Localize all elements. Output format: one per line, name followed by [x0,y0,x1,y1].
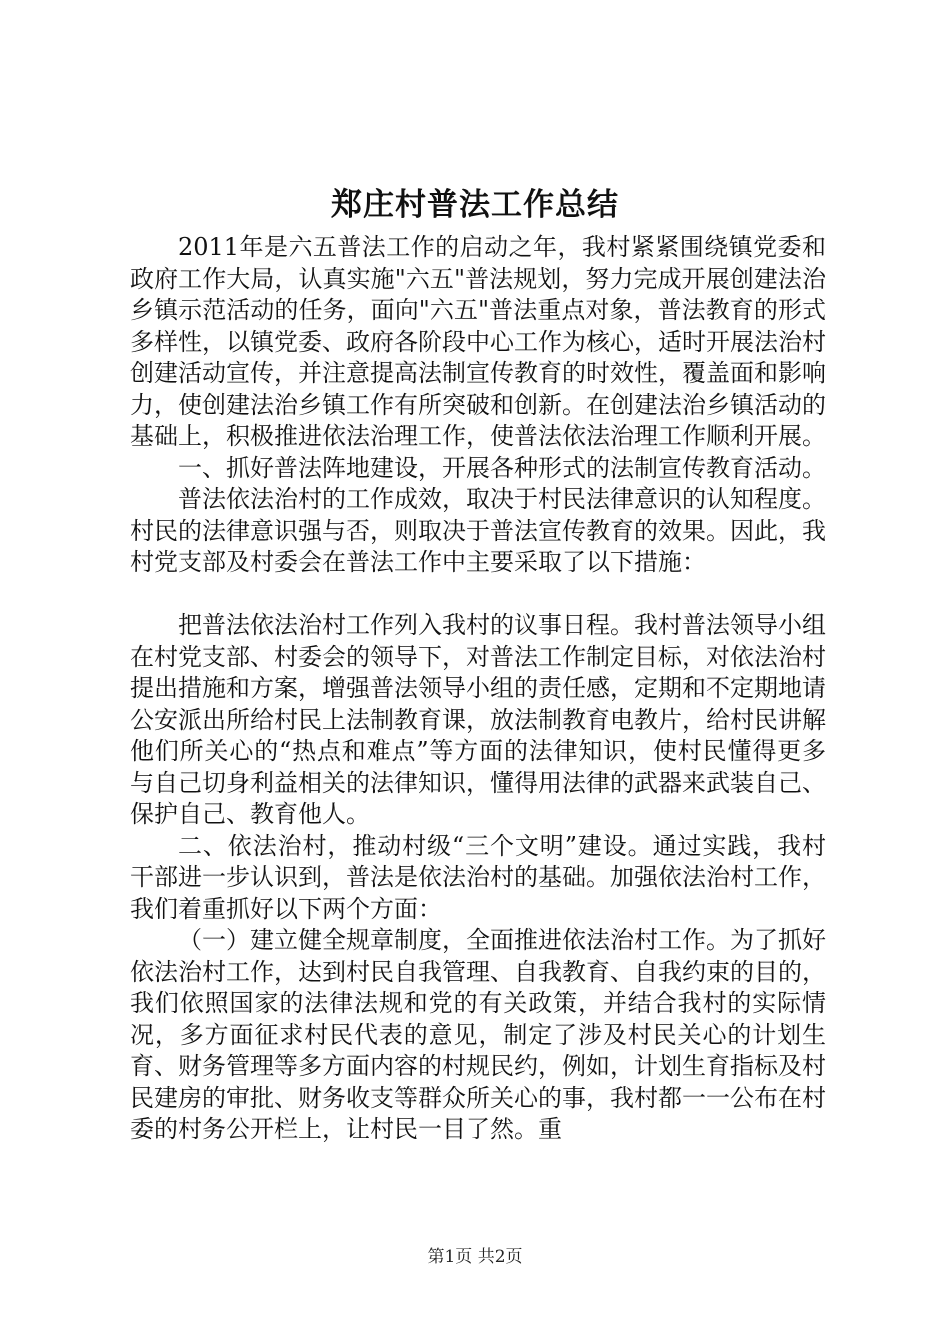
document-body [130,232,826,1146]
paragraph-section-1-body: 普法依法治村的工作成效，取决于村民法律意识的认知程度。村民的法律意识强与否，则取决于普法宣传教育的效果。因此，我村党支部及村委会在普法工作中主要采取了以下措施： [130,485,826,576]
paragraph-intro: 2011年是六五普法工作的启动之年，我村紧紧围绕镇党委和政府工作大局，认真实施"六五"普法规划，努力完成开展创建法治乡镇示范活动的任务，面向"六五"普法重点对象，普法教育的形式多样性，以镇党委、政府各阶段中心工作为核心，适时开展法治村创建活动宣传，并注意提高法制宣传教育的时效性，覆盖面和影响力，使创建法治乡镇工作有所突破和创新。在创建法治乡镇活动的基础上，积极推进依法治理工作，使普法依法治理工作顺利开展。 [130,233,826,450]
page-number-footer: 第1页 共2页 [427,1247,523,1267]
paragraph-measures: 把普法依法治村工作列入我村的议事日程。我村普法领导小组在村党支部、村委会的领导下，对普法工作制定目标，对依法治村提出措施和方案，增强普法领导小组的责任感，定期和不定期地请公安派出所给村民上法制教育课，放法制教育电教片，给村民讲解他们所关心的“热点和难点”等方面的法律知识，使村民懂得更多与自己切身利益相关的法律知识，懂得用法律的武器来武装自己、保护自己、教育他人。 [130,611,826,828]
paragraph-section-2-heading: 二、依法治村，推动村级“三个文明”建设。通过实践，我村干部进一步认识到，普法是依法治村的基础。加强依法治村工作，我们着重抓好以下两个方面： [130,831,826,923]
paragraph-subsection-1: （一）建立健全规章制度，全面推进依法治村工作。为了抓好依法治村工作，达到村民自我管理、自我教育、自我约束的目的，我们依照国家的法律法规和党的有关政策，并结合我村的实际情况，多方面征求村民代表的意见，制定了涉及村民关心的计划生育、财务管理等多方面内容的村规民约，例如，计划生育指标及村民建房的审批、财务收支等群众所关心的事，我村都一一公布在村委的村务公开栏上，让村民一目了然。重 [130,926,826,1143]
document-title: 郑庄村普法工作总结 [331,187,619,223]
paragraph-section-1-heading: 一、抓好普法阵地建设，开展各种形式的法制宣传教育活动。 [178,453,826,482]
